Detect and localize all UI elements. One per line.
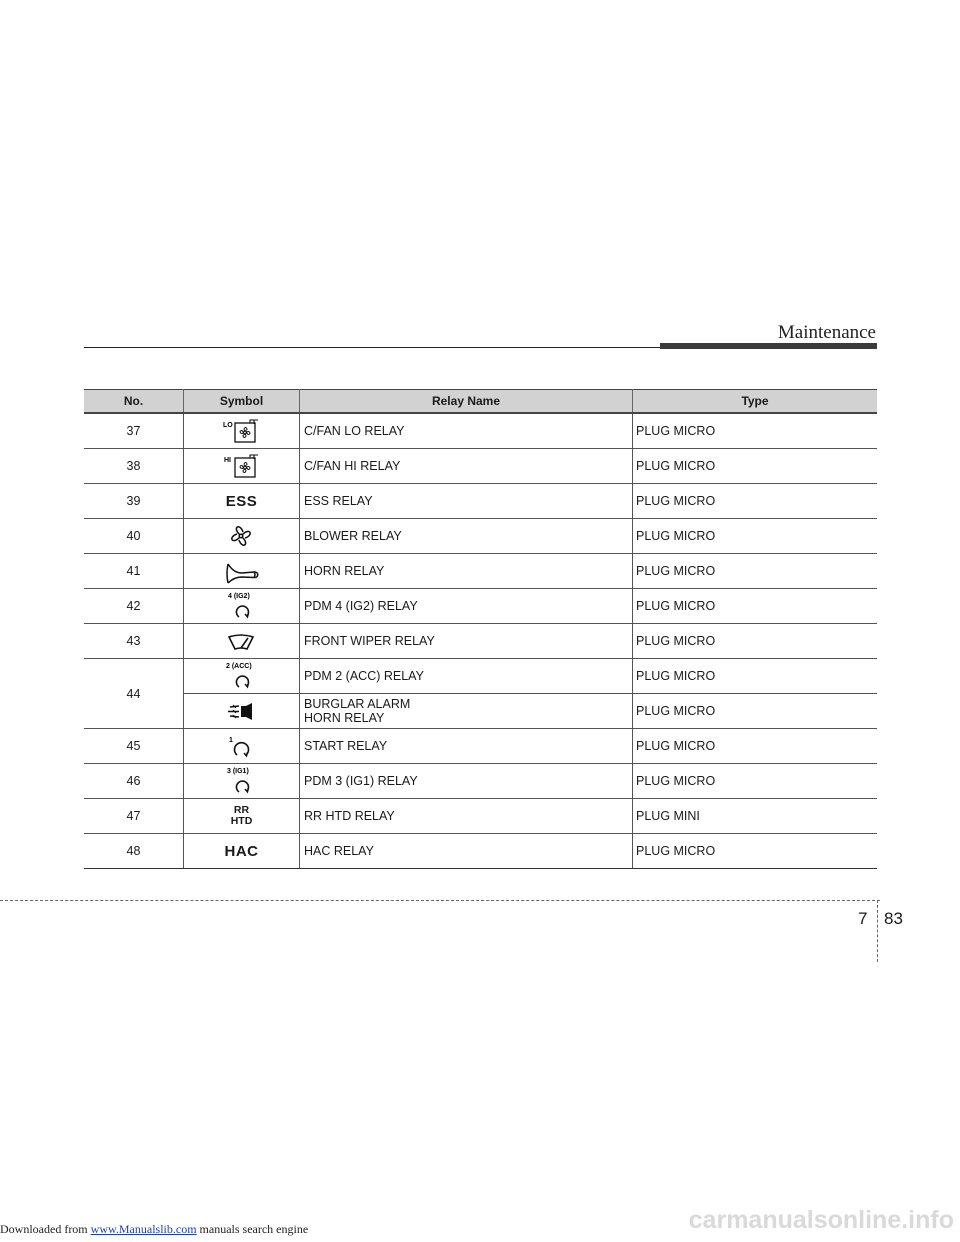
rr-htd-symbol-line2: HTD xyxy=(230,815,253,827)
table-row xyxy=(84,554,877,589)
svg-text:4 (IG2): 4 (IG2) xyxy=(228,593,250,600)
row-no: 47 xyxy=(84,799,184,834)
table-row xyxy=(84,764,877,799)
relay-name: FRONT WIPER RELAY xyxy=(300,624,633,659)
relay-type: PLUG MINI xyxy=(633,799,878,834)
table-header-row xyxy=(84,390,877,414)
table-row xyxy=(84,834,877,869)
row-no: 44 xyxy=(84,659,184,729)
table-row xyxy=(84,624,877,659)
row-no: 37 xyxy=(84,413,184,449)
page-divider-vertical xyxy=(877,900,878,962)
header-rule xyxy=(84,347,660,348)
row-no: 39 xyxy=(84,484,184,519)
relay-name: START RELAY xyxy=(300,729,633,764)
relay-name: ESS RELAY xyxy=(300,484,633,519)
ess-symbol: ESS xyxy=(225,492,258,510)
section-title: Maintenance xyxy=(777,322,876,343)
table-row xyxy=(84,589,877,624)
relay-type: PLUG MICRO xyxy=(633,519,878,554)
watermark: carmanualsonline.info xyxy=(688,1206,954,1234)
table-row xyxy=(84,484,877,519)
burglar-horn-icon xyxy=(184,694,299,728)
header-rule-accent xyxy=(660,343,877,349)
row-no: 41 xyxy=(84,554,184,589)
footer-suffix: manuals search engine xyxy=(196,1222,309,1236)
fan-hi-icon xyxy=(184,449,299,483)
wiper-icon xyxy=(184,624,299,658)
relay-type: PLUG MICRO xyxy=(633,834,878,869)
acc-icon xyxy=(184,659,299,693)
relay-type: PLUG MICRO xyxy=(633,729,878,764)
hac-symbol: HAC xyxy=(224,842,259,860)
relay-type: PLUG MICRO xyxy=(633,554,878,589)
row-no: 42 xyxy=(84,589,184,624)
rr-htd-symbol xyxy=(231,805,253,827)
relay-name: RR HTD RELAY xyxy=(300,799,633,834)
svg-text:2 (ACC): 2 (ACC) xyxy=(226,663,252,670)
relay-name-line1: BURGLAR ALARM xyxy=(304,697,411,711)
fan-lo-icon xyxy=(184,414,299,448)
relay-name-line2: HORN RELAY xyxy=(304,711,385,725)
row-no: 40 xyxy=(84,519,184,554)
relay-type: PLUG MICRO xyxy=(633,624,878,659)
table-row xyxy=(84,519,877,554)
row-no: 46 xyxy=(84,764,184,799)
relay-name: HORN RELAY xyxy=(300,554,633,589)
page-number: 83 xyxy=(884,909,903,928)
relay-type: PLUG MICRO xyxy=(633,659,878,694)
rr-htd-symbol-line1: RR xyxy=(233,804,250,816)
relay-name: PDM 4 (IG2) RELAY xyxy=(300,589,633,624)
svg-text:HI: HI xyxy=(224,457,231,464)
table-row xyxy=(84,694,877,729)
manualslib-link[interactable]: www.Manualslib.com xyxy=(90,1222,197,1236)
relay-name: HAC RELAY xyxy=(300,834,633,869)
relay-name: C/FAN LO RELAY xyxy=(300,413,633,449)
relay-type: PLUG MICRO xyxy=(633,764,878,799)
relay-name: PDM 2 (ACC) RELAY xyxy=(300,659,633,694)
blower-icon xyxy=(184,519,299,553)
svg-text:LO: LO xyxy=(223,422,233,429)
relay-type: PLUG MICRO xyxy=(633,694,878,729)
table-row xyxy=(84,449,877,484)
relay-type: PLUG MICRO xyxy=(633,449,878,484)
start-icon xyxy=(184,729,299,763)
relay-type: PLUG MICRO xyxy=(633,413,878,449)
col-header-no: No. xyxy=(84,390,184,414)
relay-name: PDM 3 (IG1) RELAY xyxy=(300,764,633,799)
footer-prefix: Downloaded from xyxy=(0,1222,91,1236)
row-no: 43 xyxy=(84,624,184,659)
horn-icon xyxy=(184,554,299,588)
col-header-relay-name: Relay Name xyxy=(300,390,633,414)
row-no: 45 xyxy=(84,729,184,764)
relay-name: BLOWER RELAY xyxy=(300,519,633,554)
table-row xyxy=(84,799,877,834)
table-row xyxy=(84,659,877,694)
chapter-number: 7 xyxy=(858,909,868,928)
col-header-type: Type xyxy=(633,390,878,414)
download-footer xyxy=(0,1222,308,1237)
col-header-symbol: Symbol xyxy=(184,390,300,414)
relay-name: C/FAN HI RELAY xyxy=(300,449,633,484)
table-row xyxy=(84,729,877,764)
ig1-icon xyxy=(184,764,299,798)
ig2-icon xyxy=(184,589,299,623)
row-no: 48 xyxy=(84,834,184,869)
relay-type: PLUG MICRO xyxy=(633,589,878,624)
svg-text:3 (IG1): 3 (IG1) xyxy=(227,768,249,775)
row-no: 38 xyxy=(84,449,184,484)
page-divider xyxy=(0,900,880,901)
relay-type: PLUG MICRO xyxy=(633,484,878,519)
table-row xyxy=(84,413,877,449)
relay-table xyxy=(84,389,877,869)
svg-text:1: 1 xyxy=(229,737,233,744)
